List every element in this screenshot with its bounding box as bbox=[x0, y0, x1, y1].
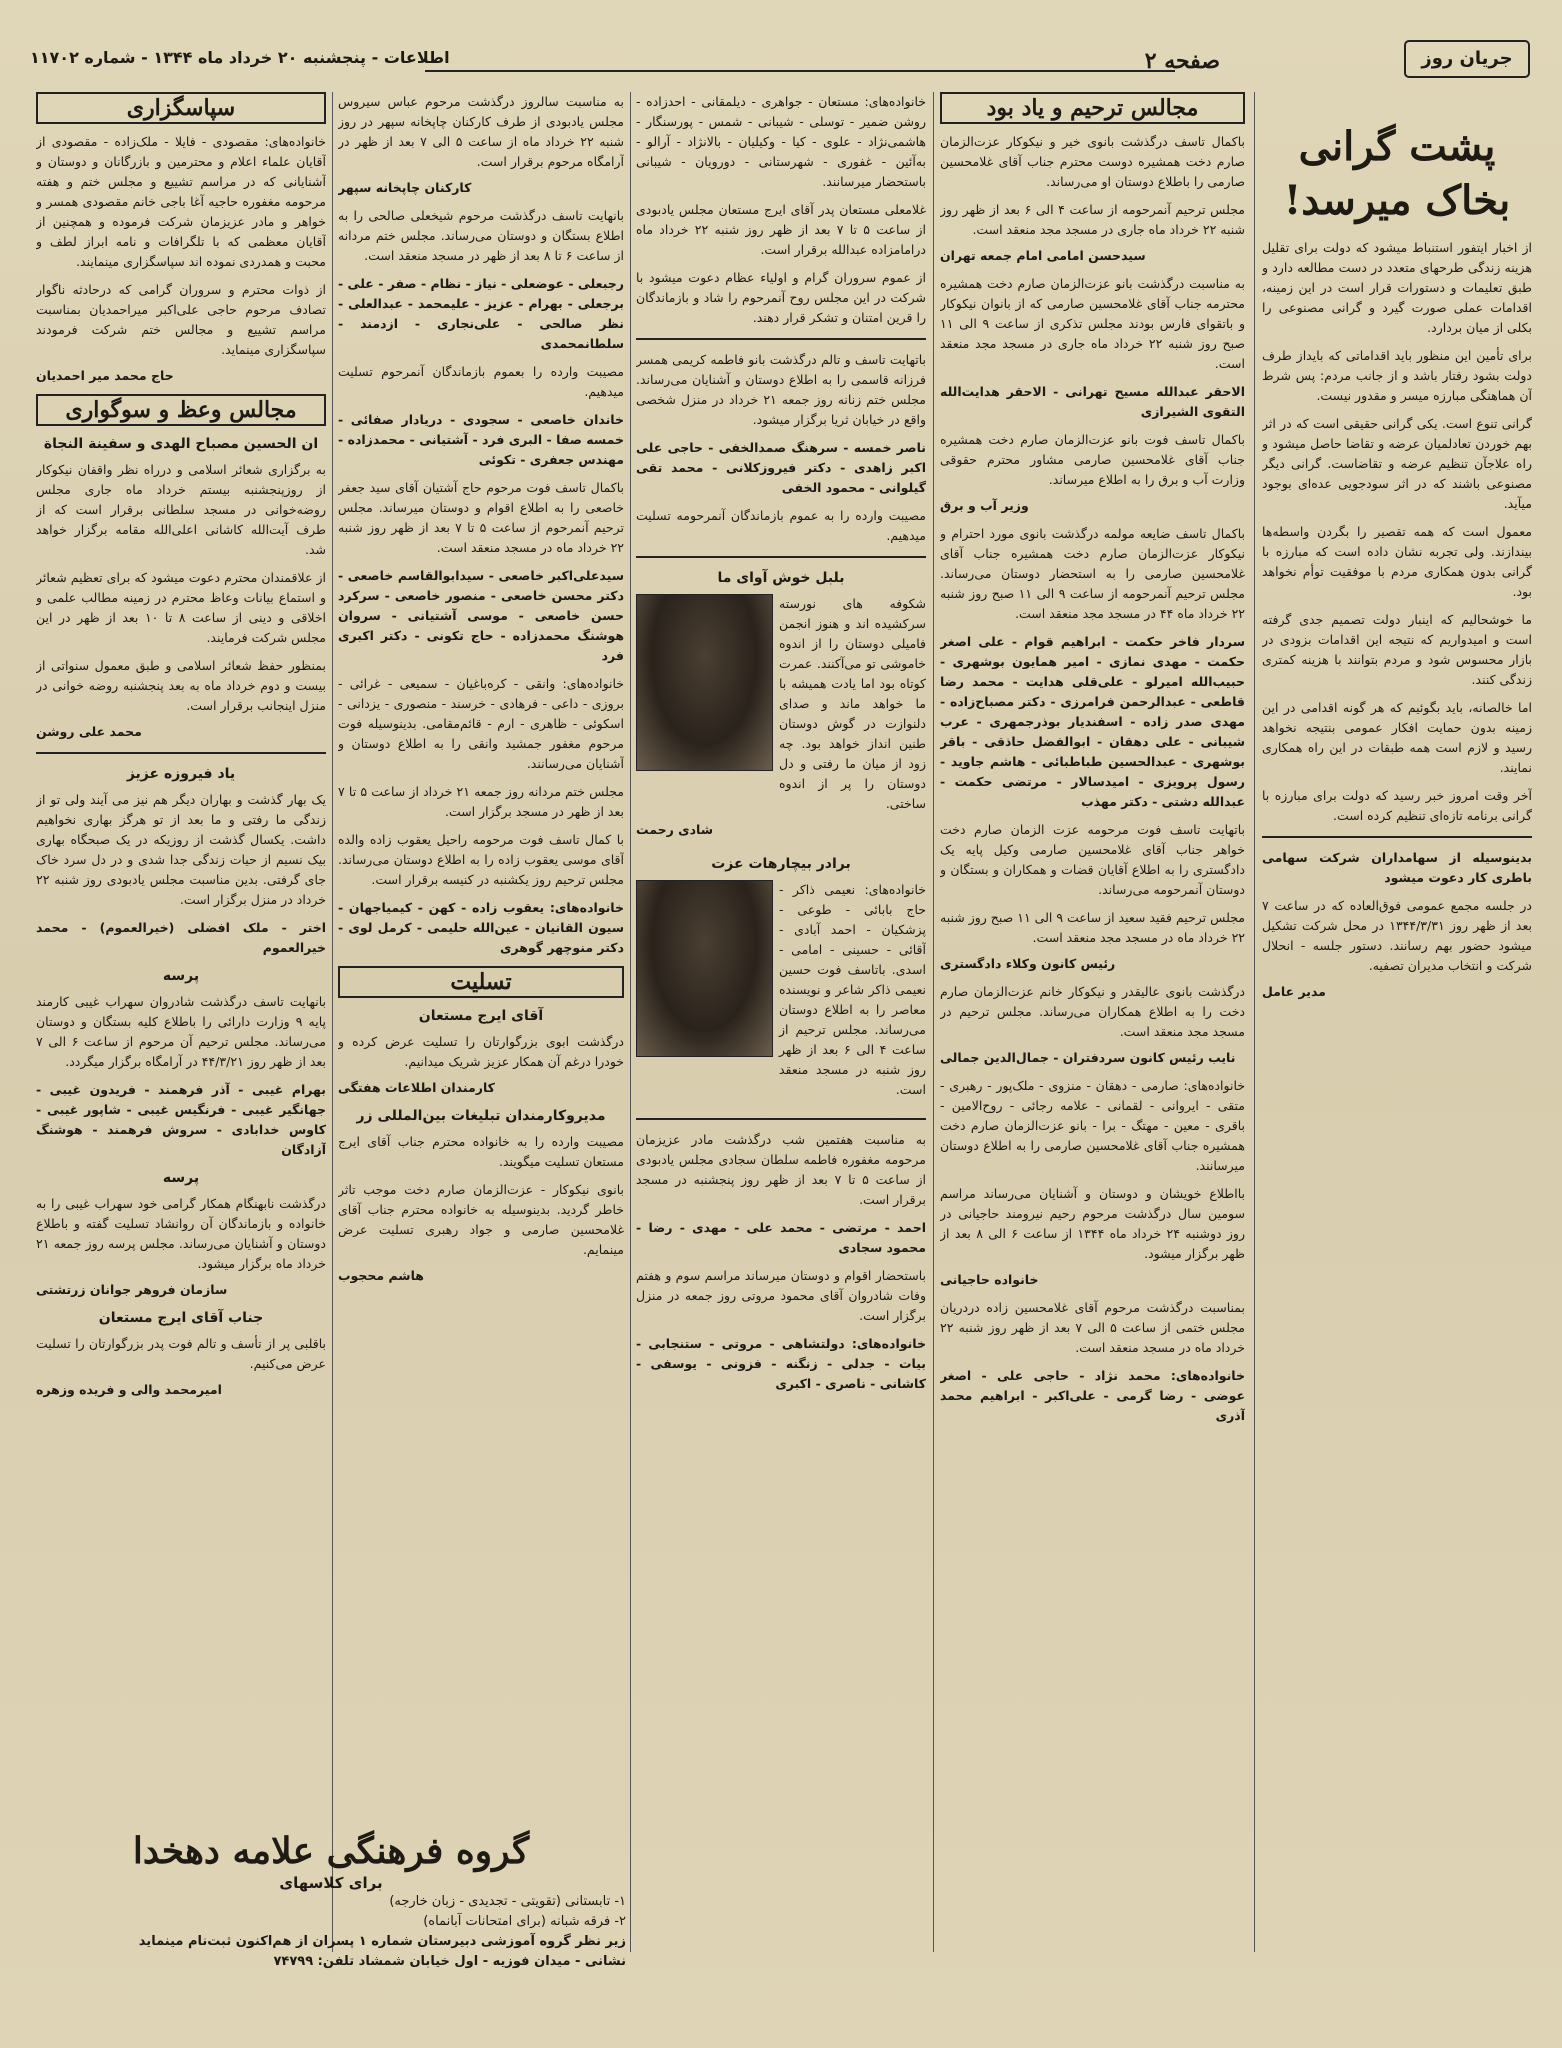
obituary-text: باکمال تاسف فوت مرحوم حاج آشتیان آقای سید جعفر خاصعی را به اطلاع اقوام و دوستان میرساند. مجلس ترحیم آنمرحوم از ساعت ۵ تا ۷ بعد از ظهر روز شنبه ۲۲ خرداد ماه در مسجد منعقد است. bbox=[338, 480, 624, 555]
portrait-photo bbox=[636, 594, 773, 771]
obituary-signature: شادی رحمت bbox=[636, 822, 714, 837]
obituary-signature: خانواده حاجیانی bbox=[940, 1272, 1039, 1287]
condolence-text: مصیبت وارده را به خانواده محترم جناب آقای ایرج مستعان تسلیت میگویند. bbox=[338, 1134, 624, 1169]
obituary-signatories: ناصر خمسه - سرهنگ صمدالخفی - حاجی علی اکبر زاهدی - دکتر فیروزکلانی - محمد تقی گیلوانی - محمود الخفی bbox=[636, 440, 926, 495]
obituary-signatories: رجبعلی - عوضعلی - نیاز - نظام - صفر - علی - برجعلی - بهرام - عزیز - علیمحمد - عبدالعلی - نظر صالحی - علی‌نجاری - ازدمند - سلطانمحمدی bbox=[338, 276, 624, 351]
editorial-paragraph: آخر وقت امروز خبر رسید که دولت برای مبارزه با گرانی برنامه تازه‌ای تنظیم کرده است. bbox=[1262, 788, 1532, 823]
obituary-signature: نایب رئیس کانون سردفتران - جمال‌الدین جمالی bbox=[940, 1050, 1236, 1065]
obituary-title: برادر بیچارهات عزت bbox=[711, 856, 851, 872]
obituary-signature: وزیر آب و برق bbox=[940, 498, 1029, 513]
column-divider bbox=[630, 92, 631, 1952]
obituary-text: خانواده‌های: نعیمی ذاکر - حاج بابائی - طوعی - پزشکیان - احمد آبادی - آقائی - حسینی - امامی - اسدی. باتاسف فوت حسین نعیمی ذاکر شاعر و نویسنده معاصر را به اطلاع دوستان می‌رساند. مجلس ترحیم از ساعت ۴ الی ۶ بعد از ظهر روز شنبه در مسجد منعقد است. bbox=[779, 882, 926, 1097]
condolence-text: باقلبی پر از تأسف و تالم فوت پدر بزرگوارتان را تسلیت عرض می‌کنیم. bbox=[36, 1336, 326, 1371]
ad-line: ۲- فرقه شبانه (برای امتحانات آبانماه) bbox=[423, 1914, 626, 1929]
header-rule bbox=[425, 70, 1175, 72]
column-divider bbox=[1254, 92, 1255, 1952]
obituary-text: شکوفه های نورسته سرکشیده اند و هنوز انجمن فامیلی دوستان را از اندوه خاموشی تو می‌آکنند. عمرت کوتاه بود اما یادت همیشه با ما خواهد ماند و صدای دلنوازت در گوش دوستان طنین انداز خواهد بود. چه زود از میان ما رفتی و دل دوستان را پر از اندوه ساختی. bbox=[779, 596, 926, 811]
ad-address: نشانی - میدان فوزیه - اول خیابان شمشاد تلفن: ۷۴۷۹۹ bbox=[273, 1954, 626, 1969]
dehkhoda-class-ad bbox=[36, 1828, 626, 1968]
separator bbox=[1262, 836, 1532, 838]
separator bbox=[636, 556, 926, 558]
obituary-signatories: خانواده‌های: یعقوب زاده - کهن - کیمیاجهان - سیون القانیان - عین‌الله حلیمی - کرمل لوی - دکتر منوچهر گوهری bbox=[338, 900, 624, 955]
obituary-text: به مناسبت هفتمین شب درگذشت مادر عزیزمان مرحومه مغفوره فاطمه سلطان سجادی مجلس یادبودی از ساعت ۵ تا ۷ بعد از ظهر روز پنجشنبه در مسجد برقرار است. bbox=[636, 1132, 926, 1207]
memorial-text: یک بهار گذشت و بهاران دیگر هم نیز می آیند ولی تو از زندگی ما رفتی و ما بعد از تو هرگز بهاری نخواهیم داشت. یکسال گذشت از روزیکه در یک صبحگاه بهاری بیک نسیم از حیات زندگی جدا شدی و در دل سرد خاک جای گرفتی. بدین مناسبت مجلس یادبودی روز شنبه ۲۲ خرداد در منزل برگزار است. bbox=[36, 792, 326, 907]
obituary-text: باتهایت تاسف و تالم درگذشت بانو فاطمه کریمی همسر فرزانه قاسمی را به اطلاع دوستان و آشنایان می‌رساند. مجلس ختم زنانه روز جمعه ۲۱ خرداد در منزل شخصی واقع در خیابان ثریا برگزار میشود. bbox=[636, 352, 926, 427]
obituary-signature: رئیس کانون وکلاء دادگستری bbox=[940, 956, 1116, 971]
obituary-signature: کارکنان چاپخانه سپهر bbox=[338, 180, 472, 195]
obituary-signature: سیدحسن امامی امام جمعه تهران bbox=[940, 248, 1146, 263]
page-number: صفحه ۲ bbox=[1144, 48, 1220, 74]
sermon-section-heading: مجالس وعظ و سوگواری bbox=[36, 394, 326, 426]
obituary-text: به مناسبت سالروز درگذشت مرحوم عباس سیروس مجلس یادبودی از طرف کارکنان چاپخانه سپهر در روز شنبه ۲۲ خرداد ماه از ساعت ۵ الی ۷ بعد از ظهر در آرامگاه مرحوم برقرار است. bbox=[338, 94, 624, 169]
memorial-signature: اختر - ملک افضلی (خیرالعموم) - محمد خیرالعموم bbox=[36, 920, 326, 955]
obituary-text: مصیبت وارده را به عموم بازماندگان آنمرحومه تسلیت میدهیم. bbox=[636, 508, 926, 543]
obituary-text: مجلس ترحیم فقید سعید از ساعت ۹ الی ۱۱ صبح روز شنبه ۲۲ خرداد ماه در مسجد مجد منعقد است. bbox=[940, 910, 1245, 945]
ad-line: ۱- تابستانی (تقویتی - تجدیدی - زبان خارجه) bbox=[389, 1894, 626, 1909]
obituary-signature: الاحقر عبدالله مسیح تهرانی - الاحقر هدایت‌الله التقوی الشیرازی bbox=[940, 384, 1245, 419]
obituary-text: درگذشت بانوی عالیقدر و نیکوکار خانم عزت‌الزمان صارم دخت را به اطلاع همکاران می‌رساند. مجلس ترحیم در مسجد مجد منعقد است. bbox=[940, 984, 1245, 1039]
thanks-text: خانواده‌های: مقصودی - فایلا - ملک‌زاده - مقصودی از آقایان علماء اعلام و محترمین و بازرگانان و دوستان و آشنایانی که در مراسم تشییع و مجلس ختم و هفته مرحومه مغفوره حاجیه آغا باجی خانم مقصودی همسر و خواهر و مادر عزیزمان شرکت فرموده و همچنین از آقایان معظمی که با تلگرافات و نامه ابراز لطف و محبت و همدردی نموده اند سپاسگزاری مینمایند. bbox=[36, 134, 326, 269]
obituary-signatories: سردار فاخر حکمت - ابراهیم قوام - علی اصغر حکمت - مهدی نمازی - امیر همایون بوشهری - حبیب‌الله امیرلو - علی‌قلی هدایت - محمد رضا قاطعی - عبدالرحمن فرامرزی - دکتر مصباح‌زاده - مهدی صدر زاده - اسفندیار بوذرجمهری - عرب شیبانی - علی دهقان - ابوالفضل حاذقی - باقر بوشهری - عبدالحسین طباطبائی - هاشم جاوید - رسول پرویزی - امیدسالار - مرتضی حکمت - عبدالله دشتی - دکتر مهذب bbox=[940, 634, 1245, 809]
portrait-photo bbox=[636, 880, 773, 1057]
condolence-text: درگذشت ابوی بزرگوارتان را تسلیت عرض کرده و خودرا درغم آن همکار عزیز شریک میدانیم. bbox=[338, 1034, 624, 1069]
parseh-signature: سازمان فروهر جوانان زرتشتی bbox=[36, 1282, 228, 1297]
condolence-signature: هاشم محجوب bbox=[338, 1268, 424, 1283]
ad-line: زیر نظر گروه آموزشی دبیرستان شماره ۱ پسران از هم‌اکنون ثبت‌نام مینماید bbox=[138, 1934, 626, 1949]
obituary-text: باستحضار اقوام و دوستان میرساند مراسم سوم و هفتم وفات شادروان آقای محمود مروتی روز جمعه در منزل برگزار است. bbox=[636, 1268, 926, 1323]
obituary-signatories: خانواده‌های: محمد نژاد - حاجی علی - اصغر عوضی - رضا گرمی - علی‌اکبر - ابراهیم محمد آذری bbox=[940, 1368, 1245, 1423]
editorial-title: پشت گرانی بخاک میرسد! bbox=[1283, 123, 1511, 224]
ad-title: گروه فرهنگی علامه دهخدا bbox=[132, 1830, 530, 1872]
memorial-column bbox=[940, 92, 1245, 1952]
obituary-text: بانهایت تاسف درگذشت مرحوم شیخعلی صالحی را به اطلاع بستگان و دوستان می‌رساند. مجلس ختم مردانه از ساعت ۶ تا ۸ بعد از ظهر در مسجد منعقد است. bbox=[338, 208, 624, 263]
obituary-text: مصیبت وارده را بعموم بازماندگان آنمرحوم تسلیت میدهیم. bbox=[338, 364, 624, 399]
editorial-paragraph: گرانی تنوع است. یکی گرانی حقیقی است که در اثر بهم خوردن تعادلمیان عرضه و تقاضا حاصل میشود و راه علاجآن تنظیم عرضه و تقاضاست. گرانی دیگر مصنوعی باشند که در اثر سودجویی عده‌ای بوجود میآید. bbox=[1262, 416, 1532, 511]
obituary-text: از عموم سروران گرام و اولیاء عظام دعوت میشود با شرکت در این مجلس روح آنمرحوم را شاد و بازماندگان را قرین امتنان و تشکر قرار دهند. bbox=[636, 270, 926, 325]
issue-info: اطلاعات - پنجشنبه ۲۰ خرداد ماه ۱۳۴۴ - شماره ۱۱۷۰۲ bbox=[30, 48, 450, 67]
obituary-title: بلبل خوش آوای ما bbox=[717, 570, 845, 586]
sermon-heading: ان الحسین مصباح الهدی و سفینة النجاة bbox=[43, 436, 319, 452]
shareholder-notice-title: بدینوسیله از سهامداران شرکت سهامی باطری کار دعوت میشود bbox=[1262, 850, 1532, 885]
editorial-paragraph: معمول است که همه تقصیر را بگردن واسطه‌ها بیندازند. ولی تجربه نشان داده است که مبارزه با گرانی بدون همکاری مردم با موفقیت توأم نخواهد بود. bbox=[1262, 524, 1532, 599]
parseh-title: پرسه bbox=[162, 1170, 200, 1186]
condolence-section-heading: تسلیت bbox=[338, 966, 624, 998]
condolence-title: جناب آقای ایرج مستعان bbox=[98, 1310, 264, 1326]
obituary-text: غلامعلی مستعان پدر آقای ایرج مستعان مجلس یادبودی از ساعت ۵ تا ۷ بعد از ظهر روز شنبه ۲۲ خرداد ماه درامامزاده عبدالله برقرار است. bbox=[636, 202, 926, 257]
shareholder-notice-signature: مدیر عامل bbox=[1262, 984, 1326, 999]
column-divider bbox=[332, 92, 333, 1952]
obituary-signatories: سیدعلی‌اکبر خاصعی - سیدابوالقاسم خاصعی - دکتر محسن خاصعی - منصور خاصعی - سرکرد حسن خاصعی - موسی آشتیانی - سروان هوشنگ محمدزاده - حاج تکونی - دکتر اکبری فرد bbox=[338, 568, 624, 663]
condolence-title: آقای ایرج مستعان bbox=[418, 1008, 544, 1024]
editorial-paragraph: برای تأمین این منظور باید اقداماتی که بایداز طرف دولت بشود رفتار باشد و از جانب مردم: پس شرط آن هماهنگی مبارزه میسر و مقدور نیست. bbox=[1262, 348, 1532, 403]
obituary-text: باتهایت تاسف فوت مرحومه عزت الزمان صارم دخت خواهر جناب آقای غلامحسین صارمی وکیل پایه یک دادگستری را به اطلاع آقایان قضات و همکاران و بستگان و دوستان آنمرحومه می‌رساند. bbox=[940, 822, 1245, 897]
obituary-text: به مناسبت درگذشت بانو عزت‌الزمان صارم دخت همشیره محترمه جناب آقای غلامحسین صارمی که از بانوان نیکوکار و باتقوای فارس بودند مجلس تذکری از ساعت ۹ الی ۱۱ صبح روز شنبه ۲۲ خرداد ماه جاری در مسجد مجد منعقد است. bbox=[940, 276, 1245, 371]
editorial-paragraph: ما خوشحالیم که اینبار دولت تصمیم جدی گرفته است و امیدواریم که نتیجه این اقدامات بزودی در بازار محسوس شود و مردم بتوانند با هزینه کمتری زندگی کنند. bbox=[1262, 612, 1532, 687]
shareholder-notice-body: در جلسه مجمع عمومی فوق‌العاده که در ساعت ۷ بعد از ظهر روز ۱۳۴۴/۳/۳۱ در محل شرکت تشکیل میشود حضور بهم رسانند. دستور جلسه - انحلال شرکت و انتخاب مدیران تصفیه. bbox=[1262, 898, 1532, 973]
condolence-text: بانوی نیکوکار - عزت‌الزمان صارم دخت موجب تاثر خاطر گردید. بدینوسیله به خانواده محترم جناب آقای غلامحسین صارمی و جواد رهبری تسلیت عرض مینمایم. bbox=[338, 1182, 624, 1257]
editorial-paragraph: اما خالصانه، باید بگوئیم که هر گونه اقدامی در این زمینه بدون حمایت افکار عمومی بنتیجه نخواهد رسید و لازم است همه طبقات در این راه همکاری نمایند. bbox=[1262, 700, 1532, 775]
thanks-column bbox=[36, 92, 326, 1812]
obituary-text: خانواده‌های: وانقی - کره‌باغیان - سمیعی - غرائی - بروزی - داعی - فرهادی - خرسند - منصوری - یزدانی - اسکوئی - ظاهری - ارم - قائم‌مقامی. بدینوسیله فوت مرحوم مغفور جمشید وانقی را به اطلاع دوستان و آشنایان می‌رسانند. bbox=[338, 676, 624, 771]
obituary-signatories: خانواده‌های: دولتشاهی - مروتی - ستنجابی - بیات - جدلی - زنگنه - فزونی - یوسفی - کاشانی - ناصری - اکبری bbox=[636, 1336, 926, 1391]
memorial-section-heading: مجالس ترحیم و یاد بود bbox=[940, 92, 1245, 124]
obituary-text: باکمال تاسف درگذشت بانوی خیر و نیکوکار عزت‌الزمان صارم دخت همشیره دوست محترم جناب آقای غلامحسین صارمی را باطلاع دوستان او می‌رساند. bbox=[940, 134, 1245, 189]
obituary-text: باکمال تاسف فوت بانو عزت‌الزمان صارم دخت همشیره جناب آقای غلامحسین صارمی مشاور محترم حقوقی وزارت آب و برق را به اطلاع میرساند. bbox=[940, 432, 1245, 487]
separator bbox=[636, 1118, 926, 1120]
parseh-signatories: بهرام غیبی - آذر فرهمند - فریدون غیبی - جهانگیر غیبی - فرنگیس غیبی - شاپور غیبی - کاوس خدابادی - سروش فرهمند - هوشنگ آزادگان bbox=[36, 1082, 326, 1157]
obituary-text: خانواده‌های: مستعان - جواهری - دیلمقانی - احدزاده - روشن ضمیر - توسلی - شیبانی - شمس - پورسنگار - هاشمی‌نژاد - علوی - کیا - وکیلیان - بالانژاد - آرالو - به‌آئین - غفوری - شهرستانی - دورویان - شیبانی باستحضار میرسانند. bbox=[636, 94, 926, 189]
thanks-signature: حاج محمد میر احمدیان bbox=[36, 368, 174, 383]
ad-subtitle: برای کلاسهای bbox=[279, 1874, 383, 1892]
obituary-text: مجلس ترحیم آنمرحومه از ساعت ۴ الی ۶ بعد از ظهر روز شنبه ۲۲ خرداد ماه جاری در مسجد مجد منعقد است. bbox=[940, 202, 1245, 237]
sermon-signature: محمد علی روشن bbox=[36, 724, 142, 739]
obituary-text: بااطلاع خویشان و دوستان و آشنایان می‌رساند مراسم سومین سال درگذشت مرحوم رحیم نیرومند حاجیانی در روز دوشنبه ۲۴ خرداد ماه ۱۳۴۴ از ساعت ۶ الی ۸ بعد از ظهر برگزار میشود. bbox=[940, 1186, 1245, 1261]
sermon-text: به برگزاری شعائر اسلامی و درراه نظر واقفان نیکوکار از روزپنجشنبه بیستم خرداد ماه جاری مجلس روضه‌خوانی در مسجد سلطانی برقرار است که از طرف آیت‌الله کاشانی اعلی‌الله مقامه برگزار خواهد شد. bbox=[36, 462, 326, 557]
obituary-text: بمناسبت درگذشت مرحوم آقای غلامحسین زاده دردریان مجلس ختمی از ساعت ۵ الی ۷ بعد از ظهر روز شنبه ۲۲ خرداد ماه در مسجد منعقد است. bbox=[940, 1300, 1245, 1355]
thanks-section-heading: سپاسگزاری bbox=[36, 92, 326, 124]
obituary-signatories: احمد - مرتضی - محمد علی - مهدی - رضا - محمود سجادی bbox=[636, 1220, 926, 1255]
condolence-title: مدیروکارمندان تبلیغات بین‌المللی زر bbox=[356, 1108, 606, 1124]
condolence-signature: امیرمحمد والی و فریده وزهره bbox=[36, 1382, 222, 1397]
parseh-text: درگذشت نابهنگام همکار گرامی خود سهراب غیبی را به خانواده و بازماندگان آن روانشاد تسلیت گفته و باطلاع دوستان و آشنایان می‌رساند. مجلس پرسه روز جمعه ۲۱ خرداد ماه برگزار میشود. bbox=[36, 1196, 326, 1271]
editorial-column bbox=[1262, 92, 1532, 1952]
obituary-text: خانواده‌های: صارمی - دهقان - منزوی - ملک‌پور - رهبری - متقی - ایروانی - لقمانی - علامه رجائی - روح‌الامین - باقری - معین - مهتگ - برا - بانو عزت‌الزمان صارم دخت همشیره جناب آقای غلامحسین صارمی را به اطلاع دوستان میرسانند. bbox=[940, 1078, 1245, 1173]
memorial-column-2 bbox=[636, 92, 926, 1952]
memorial-title: یاد فیروزه عزیز bbox=[126, 766, 236, 782]
obituary-text: مجلس ختم مردانه روز جمعه ۲۱ خرداد از ساعت ۵ تا ۷ بعد از ظهر در مسجد برگزار است. bbox=[338, 784, 624, 819]
parseh-text: بانهایت تاسف درگذشت شادروان سهراب غیبی کارمند پایه ۹ وزارت دارائی را باطلاع کلیه بستگان و دوستان می‌رساند. مجلس ترحیم آن مرحوم از ساعت ۶ الی ۷ بعد از ظهر روز ۴۴/۳/۲۱ در آرامگاه برگزار میگردد. bbox=[36, 994, 326, 1069]
column-divider bbox=[933, 92, 934, 1952]
obituary-text: باکمال تاسف ضایعه مولمه درگذشت بانوی مورد احترام و نیکوکار عزت‌الزمان صارم دخت همشیره جناب آقای غلامحسین صارمی را به استحضار دوستان می‌رساند. مجلس ترحیم آنمرحومه از ساعت ۹ الی ۱۱ صبح روز شنبه ۲۲ خرداد ماه ۴۴ در مسجد مجد منعقد است. bbox=[940, 526, 1245, 621]
thanks-text: از ذوات محترم و سروران گرامی که درحادثه ناگوار تصادف مرحوم حاجی علی‌اکبر میراحمدیان بمناسبت مراسم تشییع و مجالس ختم شرکت فرمودند سپاسگزاری مینماید. bbox=[36, 282, 326, 357]
page-header bbox=[30, 40, 1530, 82]
sermon-text: بمنظور حفظ شعائر اسلامی و طبق معمول سنواتی از بیست و دوم خرداد ماه به بعد پنجشنبه روضه خوانی در منزل اینجانب برقرار است. bbox=[36, 658, 326, 713]
memorial-column-3 bbox=[338, 92, 624, 1952]
parseh-title: پرسه bbox=[162, 968, 200, 984]
sermon-text: از علاقمندان محترم دعوت میشود که برای تعظیم شعائر و استماع بیانات وعاظ محترم در زمینه مطالب علمی و اخلاقی و دینی از ساعت ۸ تا ۱۰ بعد از ظهر در این مجلس شرکت فرمایند. bbox=[36, 570, 326, 645]
obituary-signatories: خاندان خاصعی - سجودی - دریادار صفائی - خمسه صفا - البری فرد - آشتیانی - محمدزاده - مهندس جعفری - تکوئی bbox=[338, 412, 624, 467]
condolence-signature: کارمندان اطلاعات هفتگی bbox=[338, 1080, 495, 1095]
separator bbox=[36, 752, 326, 754]
obituary-text: با کمال تاسف فوت مرحومه راحیل یعقوب زاده والده آقای موسی یعقوب زاده را به اطلاع دوستان می‌رساند. مجلس ترحیم روز یکشنبه در کنیسه برقرار است. bbox=[338, 832, 624, 887]
editorial-paragraph: از اخبار ایتفور استنباط میشود که دولت برای تقلیل هزینه زندگی طرحهای متعدد در دست مطالعه دارد و طبق تعلیمات و دستورات قرار است در این زمینه، اقدامات عملی صورت گیرد و گرانی مصنوعی را بکلی از میان بردارد. bbox=[1262, 240, 1532, 335]
column-label-box: جریان روز bbox=[1404, 40, 1530, 78]
separator bbox=[636, 338, 926, 340]
